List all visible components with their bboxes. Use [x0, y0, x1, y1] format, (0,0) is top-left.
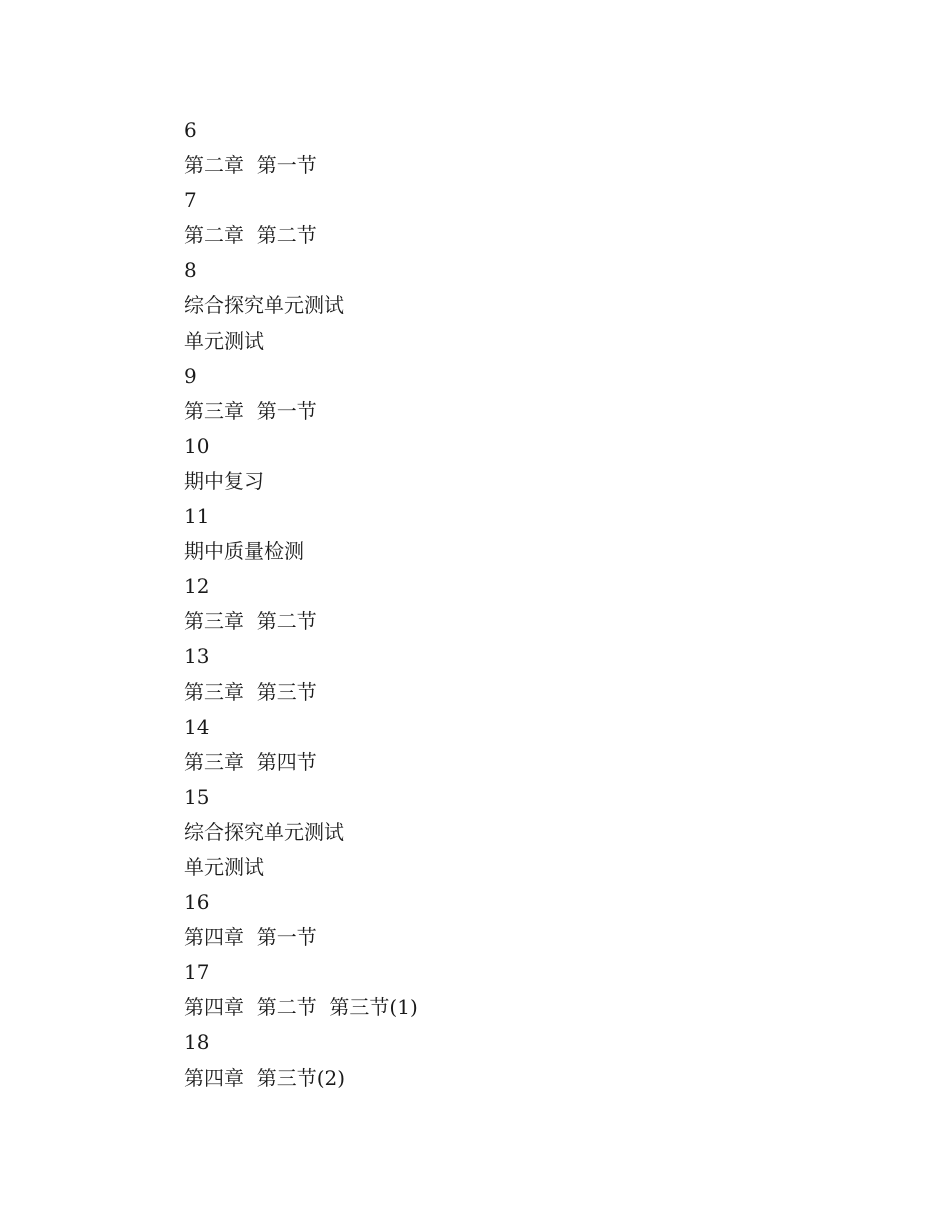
week-number: 10 [184, 433, 210, 458]
lesson-entry: 期中质量检测 [184, 539, 304, 564]
week-number: 11 [184, 504, 210, 529]
lesson-entry: 第二章 第一节 [184, 153, 317, 178]
lesson-entry: 单元测试 [184, 854, 264, 879]
lesson-entry: 第四章 第二节 第三节(1) [184, 995, 418, 1020]
lesson-entry: 第四章 第一节 [184, 925, 317, 950]
lesson-entry: 综合探究单元测试 [184, 293, 344, 318]
lesson-entry: 第三章 第二节 [184, 609, 317, 634]
week-number: 8 [184, 258, 197, 283]
week-number: 12 [184, 574, 210, 599]
week-number: 7 [184, 188, 197, 213]
week-number: 6 [184, 118, 197, 142]
week-number: 15 [184, 784, 210, 809]
lesson-entry: 第三章 第一节 [184, 398, 317, 423]
week-number: 9 [184, 363, 197, 388]
lesson-entry: 单元测试 [184, 328, 264, 353]
week-number: 13 [184, 644, 210, 669]
lesson-entry: 期中复习 [184, 468, 264, 493]
week-number: 17 [184, 960, 210, 985]
lesson-entry: 第四章 第三节(2) [184, 1065, 346, 1090]
lesson-entry: 综合探究单元测试 [184, 819, 344, 844]
lesson-entry: 第三章 第四节 [184, 749, 317, 774]
lesson-entry: 第二章 第二节 [184, 223, 317, 248]
week-number: 16 [184, 890, 210, 915]
schedule-list [184, 113, 784, 1096]
week-number: 18 [184, 1030, 210, 1055]
lesson-entry: 第三章 第三节 [184, 679, 317, 704]
week-number: 14 [184, 714, 210, 739]
